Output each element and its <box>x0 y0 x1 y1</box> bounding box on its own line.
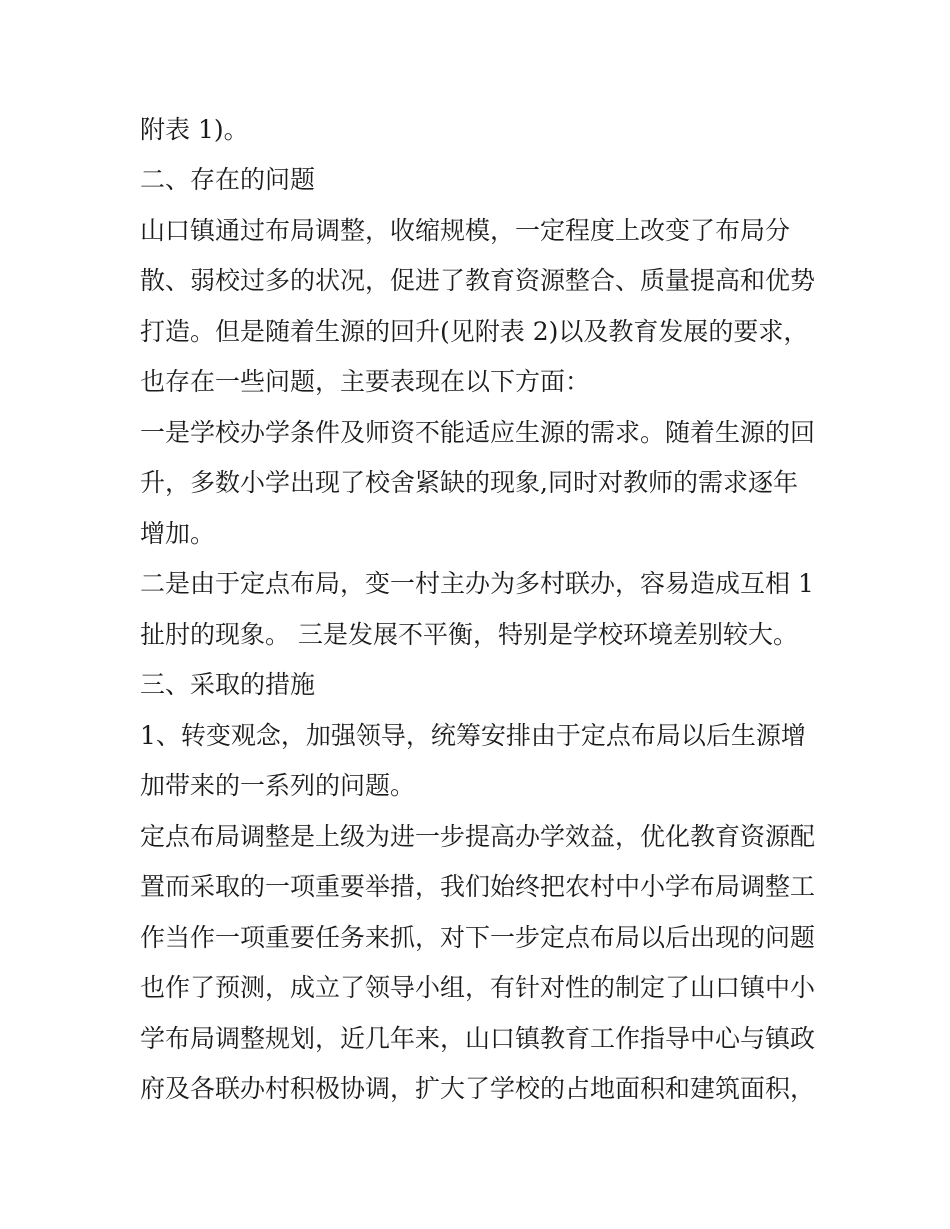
text-line: 增加。 <box>140 519 216 548</box>
text-line: 加带来的一系列的问题。 <box>140 771 416 800</box>
text-line: 二是由于定点布局，变一村主办为多村联办，容易造成互相 1 <box>140 569 814 598</box>
text-line: 学布局调整规划，近几年来，山口镇教育工作指导中心与镇政 <box>140 1024 816 1053</box>
text-line: 府及各联办村积极协调，扩大了学校的占地面积和建筑面积， <box>140 1074 816 1103</box>
text-line: 作当作一项重要任务来抓，对下一步定点布局以后出现的问题 <box>140 923 816 952</box>
text-line: 扯肘的现象。 三是发展不平衡，特别是学校环境差别较大。 <box>140 620 798 649</box>
text-line: 也存在一些问题，主要表现在以下方面： <box>140 367 591 396</box>
text-line: 置而采取的一项重要举措，我们始终把农村中小学布局调整工 <box>140 872 816 901</box>
text-line: 也作了预测，成立了领导小组，有针对性的制定了山口镇中小 <box>140 973 816 1002</box>
text-line: 附表 1)。 <box>140 115 249 144</box>
text-line: 山口镇通过布局调整，收缩规模，一定程度上改变了布局分 <box>140 216 791 245</box>
section-heading-problems: 二、存在的问题 <box>140 165 316 194</box>
text-line: 升，多数小学出现了校舍紧缺的现象,同时对教师的需求逐年 <box>140 468 798 497</box>
text-line: 散、弱校过多的状况，促进了教育资源整合、质量提高和优势 <box>140 266 816 295</box>
text-line: 打造。但是随着生源的回升(见附表 2)以及教育发展的要求， <box>140 317 809 346</box>
text-line: 定点布局调整是上级为进一步提高办学效益，优化教育资源配 <box>140 822 816 851</box>
section-heading-measures: 三、采取的措施 <box>140 670 316 699</box>
text-line: 一是学校办学条件及师资不能适应生源的需求。随着生源的回 <box>140 418 816 447</box>
text-line: 1、转变观念，加强领导，统筹安排由于定点布局以后生源增 <box>140 721 806 750</box>
